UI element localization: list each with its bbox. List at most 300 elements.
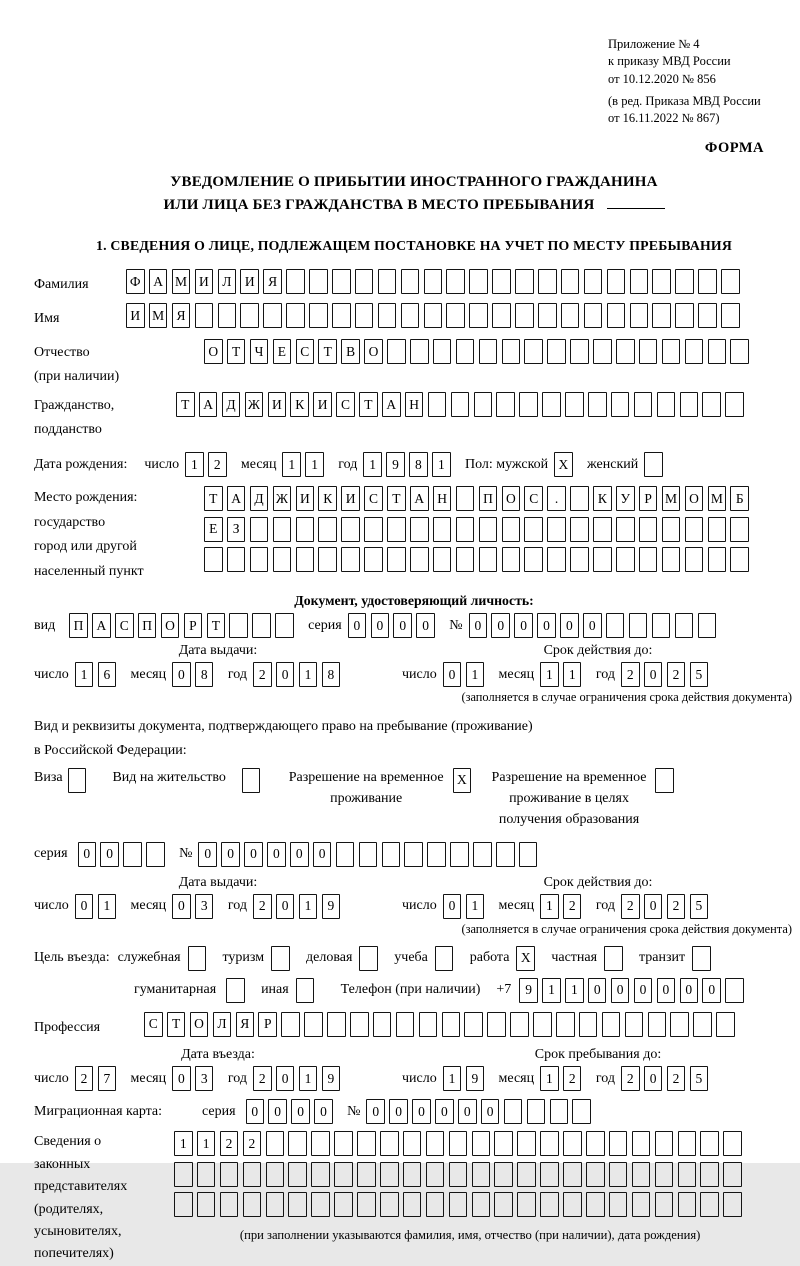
char-cell[interactable]: И xyxy=(296,486,315,511)
empty-cell[interactable] xyxy=(424,269,443,294)
empty-cell[interactable] xyxy=(570,486,589,511)
char-cell[interactable]: 0 xyxy=(491,613,510,638)
empty-cell[interactable] xyxy=(730,339,749,364)
empty-cell[interactable] xyxy=(380,1192,399,1217)
empty-cell[interactable] xyxy=(517,1131,536,1156)
empty-cell[interactable] xyxy=(296,547,315,572)
empty-cell[interactable] xyxy=(410,339,429,364)
empty-cell[interactable] xyxy=(698,303,717,328)
char-cell[interactable]: М xyxy=(149,303,168,328)
empty-cell[interactable] xyxy=(723,1162,742,1187)
char-cell[interactable]: 0 xyxy=(198,842,217,867)
empty-cell[interactable] xyxy=(359,946,378,971)
empty-cell[interactable] xyxy=(630,303,649,328)
char-cell[interactable]: 0 xyxy=(481,1099,500,1124)
empty-cell[interactable] xyxy=(355,303,374,328)
empty-cell[interactable] xyxy=(629,613,648,638)
empty-cell[interactable] xyxy=(632,1192,651,1217)
char-cell[interactable]: А xyxy=(199,392,218,417)
empty-cell[interactable] xyxy=(341,517,360,542)
char-cell[interactable]: Т xyxy=(176,392,195,417)
empty-cell[interactable] xyxy=(479,517,498,542)
char-cell[interactable]: 2 xyxy=(621,662,640,687)
empty-cell[interactable] xyxy=(510,1012,529,1037)
empty-cell[interactable] xyxy=(609,1131,628,1156)
empty-cell[interactable] xyxy=(494,1131,513,1156)
empty-cell[interactable] xyxy=(607,269,626,294)
empty-cell[interactable] xyxy=(609,1192,628,1217)
char-cell[interactable]: 0 xyxy=(246,1099,265,1124)
empty-cell[interactable] xyxy=(700,1162,719,1187)
empty-cell[interactable] xyxy=(266,1131,285,1156)
char-cell[interactable]: 1 xyxy=(565,978,584,1003)
empty-cell[interactable] xyxy=(678,1131,697,1156)
empty-cell[interactable] xyxy=(410,547,429,572)
empty-cell[interactable] xyxy=(456,339,475,364)
empty-cell[interactable] xyxy=(401,269,420,294)
char-cell[interactable]: 9 xyxy=(322,1066,341,1091)
empty-cell[interactable] xyxy=(442,1012,461,1037)
empty-cell[interactable] xyxy=(616,547,635,572)
empty-cell[interactable] xyxy=(288,1162,307,1187)
empty-cell[interactable] xyxy=(606,613,625,638)
char-cell[interactable]: З xyxy=(227,517,246,542)
char-cell[interactable]: М xyxy=(662,486,681,511)
char-cell[interactable]: 1 xyxy=(75,662,94,687)
empty-cell[interactable] xyxy=(634,392,653,417)
empty-cell[interactable] xyxy=(593,547,612,572)
empty-cell[interactable] xyxy=(327,1012,346,1037)
empty-cell[interactable] xyxy=(197,1192,216,1217)
empty-cell[interactable] xyxy=(479,547,498,572)
char-cell[interactable]: 2 xyxy=(243,1131,262,1156)
empty-cell[interactable] xyxy=(357,1162,376,1187)
empty-cell[interactable] xyxy=(275,613,294,638)
empty-cell[interactable] xyxy=(286,269,305,294)
empty-cell[interactable] xyxy=(188,946,207,971)
empty-cell[interactable] xyxy=(479,339,498,364)
empty-cell[interactable] xyxy=(586,1192,605,1217)
empty-cell[interactable] xyxy=(433,339,452,364)
empty-cell[interactable] xyxy=(243,1162,262,1187)
empty-cell[interactable] xyxy=(533,1012,552,1037)
empty-cell[interactable] xyxy=(639,339,658,364)
char-cell[interactable]: 0 xyxy=(75,894,94,919)
empty-cell[interactable] xyxy=(698,613,717,638)
empty-cell[interactable] xyxy=(708,547,727,572)
empty-cell[interactable] xyxy=(517,1192,536,1217)
empty-cell[interactable] xyxy=(662,547,681,572)
char-cell[interactable]: 2 xyxy=(621,894,640,919)
char-cell[interactable]: И xyxy=(268,392,287,417)
empty-cell[interactable] xyxy=(364,547,383,572)
empty-cell[interactable] xyxy=(266,1162,285,1187)
char-cell[interactable]: Р xyxy=(258,1012,277,1037)
char-cell[interactable]: 2 xyxy=(563,894,582,919)
empty-cell[interactable] xyxy=(174,1192,193,1217)
empty-cell[interactable] xyxy=(721,269,740,294)
empty-cell[interactable] xyxy=(609,1162,628,1187)
empty-cell[interactable] xyxy=(220,1162,239,1187)
char-cell[interactable]: 0 xyxy=(314,1099,333,1124)
empty-cell[interactable] xyxy=(403,1131,422,1156)
char-cell[interactable]: 7 xyxy=(98,1066,117,1091)
char-cell[interactable]: А xyxy=(227,486,246,511)
empty-cell[interactable] xyxy=(404,842,423,867)
char-cell[interactable]: 0 xyxy=(393,613,412,638)
empty-cell[interactable] xyxy=(725,978,744,1003)
empty-cell[interactable] xyxy=(652,613,671,638)
empty-cell[interactable] xyxy=(502,547,521,572)
empty-cell[interactable] xyxy=(309,303,328,328)
char-cell[interactable]: 0 xyxy=(657,978,676,1003)
empty-cell[interactable] xyxy=(311,1192,330,1217)
empty-cell[interactable] xyxy=(472,1162,491,1187)
char-cell[interactable]: К xyxy=(593,486,612,511)
empty-cell[interactable] xyxy=(357,1192,376,1217)
char-cell[interactable]: 1 xyxy=(540,1066,559,1091)
empty-cell[interactable] xyxy=(250,517,269,542)
empty-cell[interactable] xyxy=(341,547,360,572)
empty-cell[interactable] xyxy=(226,978,245,1003)
empty-cell[interactable] xyxy=(524,339,543,364)
char-cell[interactable]: 0 xyxy=(221,842,240,867)
empty-cell[interactable] xyxy=(227,547,246,572)
char-cell[interactable]: Н xyxy=(433,486,452,511)
empty-cell[interactable] xyxy=(487,1012,506,1037)
char-cell[interactable]: 1 xyxy=(466,894,485,919)
empty-cell[interactable] xyxy=(652,303,671,328)
char-cell[interactable]: 8 xyxy=(195,662,214,687)
char-cell[interactable]: 0 xyxy=(611,978,630,1003)
char-cell[interactable]: Е xyxy=(204,517,223,542)
empty-cell[interactable] xyxy=(446,303,465,328)
empty-cell[interactable] xyxy=(271,946,290,971)
empty-cell[interactable] xyxy=(426,1131,445,1156)
empty-cell[interactable] xyxy=(685,517,704,542)
char-cell[interactable]: 0 xyxy=(276,894,295,919)
empty-cell[interactable] xyxy=(469,303,488,328)
char-cell[interactable]: Д xyxy=(222,392,241,417)
empty-cell[interactable] xyxy=(657,392,676,417)
empty-cell[interactable] xyxy=(195,303,214,328)
empty-cell[interactable] xyxy=(449,1192,468,1217)
char-cell[interactable]: Ж xyxy=(273,486,292,511)
empty-cell[interactable] xyxy=(542,392,561,417)
empty-cell[interactable] xyxy=(698,269,717,294)
empty-cell[interactable] xyxy=(616,339,635,364)
empty-cell[interactable] xyxy=(708,517,727,542)
empty-cell[interactable] xyxy=(433,547,452,572)
empty-cell[interactable] xyxy=(675,303,694,328)
char-cell[interactable]: О xyxy=(364,339,383,364)
char-cell[interactable]: О xyxy=(685,486,704,511)
char-cell[interactable]: И xyxy=(240,269,259,294)
empty-cell[interactable] xyxy=(449,1162,468,1187)
empty-cell[interactable] xyxy=(174,1162,193,1187)
char-cell[interactable]: 0 xyxy=(537,613,556,638)
empty-cell[interactable] xyxy=(570,339,589,364)
char-cell[interactable]: И xyxy=(313,392,332,417)
char-cell[interactable]: 0 xyxy=(268,1099,287,1124)
char-cell[interactable]: Н xyxy=(405,392,424,417)
char-cell[interactable]: 1 xyxy=(174,1131,193,1156)
empty-cell[interactable] xyxy=(519,842,538,867)
char-cell[interactable]: 0 xyxy=(276,1066,295,1091)
char-cell[interactable]: С xyxy=(524,486,543,511)
char-cell[interactable]: Ж xyxy=(245,392,264,417)
empty-cell[interactable] xyxy=(252,613,271,638)
char-cell[interactable]: 2 xyxy=(667,662,686,687)
char-cell[interactable]: 0 xyxy=(435,1099,454,1124)
char-cell[interactable]: 8 xyxy=(322,662,341,687)
char-cell[interactable]: А xyxy=(92,613,111,638)
char-cell[interactable]: 1 xyxy=(363,452,382,477)
char-cell[interactable]: 0 xyxy=(100,842,119,867)
char-cell[interactable]: Т xyxy=(387,486,406,511)
char-cell[interactable]: 1 xyxy=(197,1131,216,1156)
empty-cell[interactable] xyxy=(288,1131,307,1156)
empty-cell[interactable] xyxy=(547,547,566,572)
char-cell[interactable]: 0 xyxy=(291,1099,310,1124)
empty-cell[interactable] xyxy=(449,1131,468,1156)
empty-cell[interactable] xyxy=(625,1012,644,1037)
char-cell[interactable]: 8 xyxy=(409,452,428,477)
char-cell[interactable]: 5 xyxy=(690,1066,709,1091)
empty-cell[interactable] xyxy=(584,269,603,294)
char-cell[interactable]: X xyxy=(554,452,573,477)
empty-cell[interactable] xyxy=(304,1012,323,1037)
empty-cell[interactable] xyxy=(675,613,694,638)
char-cell[interactable]: 2 xyxy=(75,1066,94,1091)
char-cell[interactable]: 1 xyxy=(540,894,559,919)
char-cell[interactable]: 1 xyxy=(282,452,301,477)
empty-cell[interactable] xyxy=(693,1012,712,1037)
char-cell[interactable]: 6 xyxy=(98,662,117,687)
char-cell[interactable]: С xyxy=(115,613,134,638)
char-cell[interactable]: 0 xyxy=(172,1066,191,1091)
empty-cell[interactable] xyxy=(721,303,740,328)
empty-cell[interactable] xyxy=(378,303,397,328)
empty-cell[interactable] xyxy=(446,269,465,294)
char-cell[interactable]: Л xyxy=(218,269,237,294)
char-cell[interactable]: С xyxy=(296,339,315,364)
empty-cell[interactable] xyxy=(611,392,630,417)
empty-cell[interactable] xyxy=(332,269,351,294)
char-cell[interactable]: 9 xyxy=(386,452,405,477)
empty-cell[interactable] xyxy=(433,517,452,542)
empty-cell[interactable] xyxy=(494,1162,513,1187)
char-cell[interactable]: 0 xyxy=(172,662,191,687)
empty-cell[interactable] xyxy=(675,269,694,294)
empty-cell[interactable] xyxy=(68,768,87,793)
char-cell[interactable]: Л xyxy=(213,1012,232,1037)
empty-cell[interactable] xyxy=(296,517,315,542)
empty-cell[interactable] xyxy=(428,392,447,417)
empty-cell[interactable] xyxy=(427,842,446,867)
empty-cell[interactable] xyxy=(496,842,515,867)
char-cell[interactable]: Т xyxy=(207,613,226,638)
empty-cell[interactable] xyxy=(123,842,142,867)
empty-cell[interactable] xyxy=(570,517,589,542)
empty-cell[interactable] xyxy=(456,486,475,511)
empty-cell[interactable] xyxy=(426,1192,445,1217)
char-cell[interactable]: Е xyxy=(273,339,292,364)
empty-cell[interactable] xyxy=(692,946,711,971)
char-cell[interactable]: 0 xyxy=(267,842,286,867)
char-cell[interactable]: 0 xyxy=(514,613,533,638)
char-cell[interactable]: О xyxy=(204,339,223,364)
char-cell[interactable]: 1 xyxy=(299,662,318,687)
char-cell[interactable]: X xyxy=(516,946,535,971)
empty-cell[interactable] xyxy=(350,1012,369,1037)
empty-cell[interactable] xyxy=(593,339,612,364)
char-cell[interactable]: 2 xyxy=(253,1066,272,1091)
empty-cell[interactable] xyxy=(685,547,704,572)
char-cell[interactable]: 0 xyxy=(348,613,367,638)
char-cell[interactable]: О xyxy=(502,486,521,511)
char-cell[interactable]: Д xyxy=(250,486,269,511)
empty-cell[interactable] xyxy=(588,392,607,417)
empty-cell[interactable] xyxy=(593,517,612,542)
char-cell[interactable]: А xyxy=(382,392,401,417)
char-cell[interactable]: Т xyxy=(227,339,246,364)
empty-cell[interactable] xyxy=(311,1131,330,1156)
empty-cell[interactable] xyxy=(586,1131,605,1156)
empty-cell[interactable] xyxy=(263,303,282,328)
char-cell[interactable]: И xyxy=(126,303,145,328)
empty-cell[interactable] xyxy=(426,1162,445,1187)
char-cell[interactable]: 0 xyxy=(469,613,488,638)
empty-cell[interactable] xyxy=(464,1012,483,1037)
char-cell[interactable]: 2 xyxy=(253,894,272,919)
empty-cell[interactable] xyxy=(378,269,397,294)
char-cell[interactable]: 2 xyxy=(220,1131,239,1156)
empty-cell[interactable] xyxy=(469,269,488,294)
char-cell[interactable]: 3 xyxy=(195,1066,214,1091)
empty-cell[interactable] xyxy=(472,1192,491,1217)
empty-cell[interactable] xyxy=(451,392,470,417)
char-cell[interactable]: 1 xyxy=(185,452,204,477)
empty-cell[interactable] xyxy=(435,946,454,971)
char-cell[interactable]: М xyxy=(172,269,191,294)
empty-cell[interactable] xyxy=(538,269,557,294)
empty-cell[interactable] xyxy=(670,1012,689,1037)
empty-cell[interactable] xyxy=(524,517,543,542)
empty-cell[interactable] xyxy=(702,392,721,417)
char-cell[interactable]: 9 xyxy=(466,1066,485,1091)
char-cell[interactable]: И xyxy=(195,269,214,294)
char-cell[interactable]: 1 xyxy=(542,978,561,1003)
empty-cell[interactable] xyxy=(240,303,259,328)
empty-cell[interactable] xyxy=(387,547,406,572)
empty-cell[interactable] xyxy=(334,1131,353,1156)
empty-cell[interactable] xyxy=(565,392,584,417)
empty-cell[interactable] xyxy=(570,547,589,572)
empty-cell[interactable] xyxy=(519,392,538,417)
char-cell[interactable]: 0 xyxy=(680,978,699,1003)
char-cell[interactable]: М xyxy=(708,486,727,511)
empty-cell[interactable] xyxy=(662,339,681,364)
char-cell[interactable]: 1 xyxy=(466,662,485,687)
char-cell[interactable]: Т xyxy=(318,339,337,364)
empty-cell[interactable] xyxy=(403,1192,422,1217)
empty-cell[interactable] xyxy=(563,1162,582,1187)
char-cell[interactable]: Ф xyxy=(126,269,145,294)
empty-cell[interactable] xyxy=(700,1131,719,1156)
empty-cell[interactable] xyxy=(678,1162,697,1187)
empty-cell[interactable] xyxy=(630,269,649,294)
empty-cell[interactable] xyxy=(309,269,328,294)
char-cell[interactable]: 0 xyxy=(416,613,435,638)
char-cell[interactable]: 0 xyxy=(443,894,462,919)
empty-cell[interactable] xyxy=(607,303,626,328)
empty-cell[interactable] xyxy=(266,1192,285,1217)
char-cell[interactable]: 1 xyxy=(305,452,324,477)
empty-cell[interactable] xyxy=(382,842,401,867)
char-cell[interactable]: 1 xyxy=(443,1066,462,1091)
empty-cell[interactable] xyxy=(296,978,315,1003)
empty-cell[interactable] xyxy=(494,1192,513,1217)
empty-cell[interactable] xyxy=(474,392,493,417)
empty-cell[interactable] xyxy=(572,1099,591,1124)
char-cell[interactable]: 0 xyxy=(244,842,263,867)
empty-cell[interactable] xyxy=(540,1192,559,1217)
empty-cell[interactable] xyxy=(273,517,292,542)
empty-cell[interactable] xyxy=(685,339,704,364)
char-cell[interactable]: 0 xyxy=(78,842,97,867)
empty-cell[interactable] xyxy=(229,613,248,638)
empty-cell[interactable] xyxy=(540,1131,559,1156)
empty-cell[interactable] xyxy=(357,1131,376,1156)
empty-cell[interactable] xyxy=(586,1162,605,1187)
char-cell[interactable]: Р xyxy=(639,486,658,511)
char-cell[interactable]: 1 xyxy=(563,662,582,687)
empty-cell[interactable] xyxy=(273,547,292,572)
empty-cell[interactable] xyxy=(527,1099,546,1124)
empty-cell[interactable] xyxy=(730,547,749,572)
empty-cell[interactable] xyxy=(716,1012,735,1037)
char-cell[interactable]: К xyxy=(290,392,309,417)
empty-cell[interactable] xyxy=(547,517,566,542)
empty-cell[interactable] xyxy=(680,392,699,417)
empty-cell[interactable] xyxy=(556,1012,575,1037)
empty-cell[interactable] xyxy=(403,1162,422,1187)
char-cell[interactable]: Т xyxy=(359,392,378,417)
char-cell[interactable]: 1 xyxy=(98,894,117,919)
empty-cell[interactable] xyxy=(456,547,475,572)
empty-cell[interactable] xyxy=(700,1192,719,1217)
empty-cell[interactable] xyxy=(538,303,557,328)
empty-cell[interactable] xyxy=(524,547,543,572)
empty-cell[interactable] xyxy=(708,339,727,364)
char-cell[interactable]: Т xyxy=(204,486,223,511)
empty-cell[interactable] xyxy=(243,1192,262,1217)
empty-cell[interactable] xyxy=(723,1131,742,1156)
char-cell[interactable]: X xyxy=(453,768,472,793)
char-cell[interactable]: К xyxy=(318,486,337,511)
char-cell[interactable]: С xyxy=(364,486,383,511)
empty-cell[interactable] xyxy=(218,303,237,328)
char-cell[interactable]: П xyxy=(479,486,498,511)
char-cell[interactable]: 3 xyxy=(195,894,214,919)
empty-cell[interactable] xyxy=(547,339,566,364)
empty-cell[interactable] xyxy=(652,269,671,294)
empty-cell[interactable] xyxy=(515,269,534,294)
empty-cell[interactable] xyxy=(655,768,674,793)
char-cell[interactable]: Я xyxy=(263,269,282,294)
empty-cell[interactable] xyxy=(380,1162,399,1187)
